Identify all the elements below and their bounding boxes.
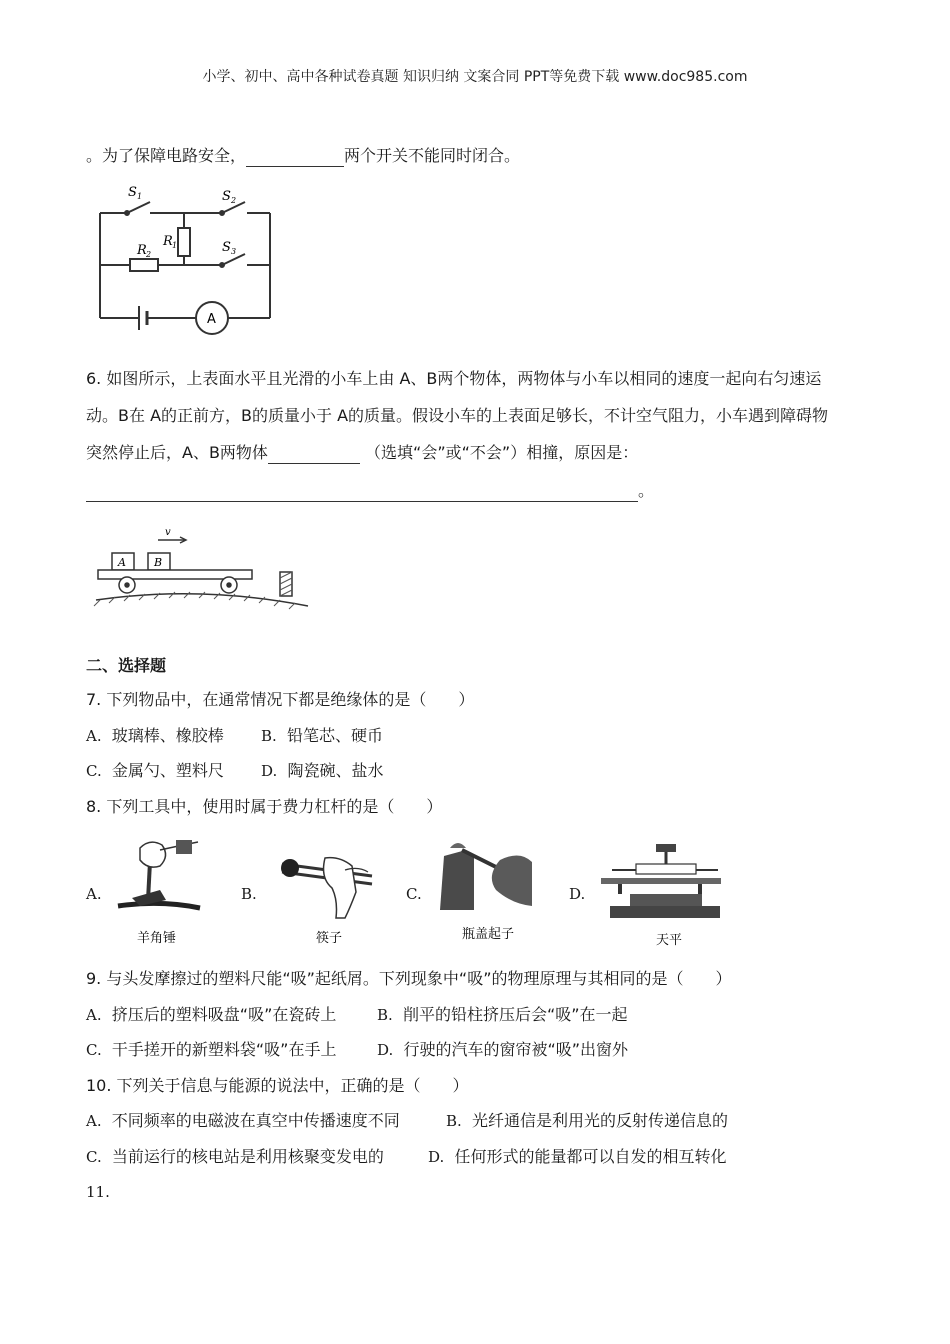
chopsticks-icon xyxy=(281,858,372,918)
q10-a-letter: A. xyxy=(86,1112,102,1130)
q9-b-letter: B. xyxy=(377,1006,393,1024)
q10-d-letter: D. xyxy=(428,1148,445,1166)
q7-c-letter: C. xyxy=(86,762,102,780)
ammeter-label: A xyxy=(207,312,216,327)
s2-label: S xyxy=(222,189,231,204)
q9-option-a[interactable] xyxy=(86,1004,336,1026)
q10-c-letter: C. xyxy=(86,1148,102,1166)
q10-stem: 10. 下列关于信息与能源的说法中，正确的是（ ） xyxy=(86,1076,469,1095)
velocity-label: v xyxy=(165,527,171,538)
block-b-label: B xyxy=(154,556,163,569)
q10-c-text: 当前运行的核电站是利用核聚变发电的 xyxy=(111,1147,384,1166)
q5-post: 两个开关不能同时闭合。 xyxy=(344,146,521,165)
r1-label: R xyxy=(163,234,173,249)
q6-line2: 动。B在 A的正前方，B的质量小于 A的质量。假设小车的上表面足够长，不计空气阻力，小车遇到障碍物 xyxy=(86,406,829,425)
q7-b-letter: B. xyxy=(261,727,277,745)
q9-option-c[interactable] xyxy=(86,1039,336,1061)
q9-d-text: 行驶的汽车的窗帘被“吸”出窗外 xyxy=(403,1040,629,1059)
s1-sub: 1 xyxy=(137,192,143,201)
q10-d-text: 任何形式的能量都可以自发的相互转化 xyxy=(454,1147,727,1166)
q8-a-letter[interactable]: A. xyxy=(86,885,102,903)
q6-line1: 6. 如图所示，上表面水平且光滑的小车上由 A、B两个物体，两物体与小车以相同的速度一起向右匀速运 xyxy=(86,369,822,388)
s1-label: S xyxy=(128,185,137,200)
q6-line4-end: 。 xyxy=(638,481,655,500)
q7-d-text: 陶瓷碗、盐水 xyxy=(287,761,384,780)
q7-stem: 7. 下列物品中，在通常情况下都是绝缘体的是（ ） xyxy=(86,690,475,709)
r2-label: R xyxy=(137,243,147,258)
s3-label: S xyxy=(222,240,231,255)
block-a-label: A xyxy=(118,556,126,569)
q8-c-caption: 瓶盖起子 xyxy=(462,927,515,942)
q6-line3-pre: 突然停止后，A、B两物体 xyxy=(86,443,268,462)
balance-scale-icon xyxy=(601,844,721,918)
section-title: 二、选择题 xyxy=(86,656,167,675)
q6-line3-post: （选填“会”或“不会”）相撞，原因是： xyxy=(365,443,639,462)
hammer-icon xyxy=(118,840,200,908)
q10-option-d[interactable] xyxy=(428,1146,726,1168)
s3-sub: 3 xyxy=(231,247,237,256)
q8-d-letter[interactable]: D. xyxy=(569,885,586,903)
q9-b-text: 削平的铅柱挤压后会“吸”在一起 xyxy=(402,1005,628,1024)
s2-sub: 2 xyxy=(231,196,237,205)
q8-b-caption: 筷子 xyxy=(316,931,343,946)
q9-stem: 9. 与头发摩擦过的塑料尺能“吸”起纸屑。下列现象中“吸”的物理原理与其相同的是（ ） xyxy=(86,969,732,988)
q8-c-letter[interactable]: C. xyxy=(406,885,422,903)
q8-b-letter[interactable]: B. xyxy=(241,885,257,903)
q10-option-b[interactable] xyxy=(446,1110,728,1132)
r1-sub: 1 xyxy=(172,241,178,250)
q7-b-text: 铅笔芯、硬币 xyxy=(286,726,383,745)
q9-c-letter: C. xyxy=(86,1041,102,1059)
q7-c-text: 金属勺、塑料尺 xyxy=(111,761,224,780)
q9-option-b[interactable] xyxy=(377,1004,628,1026)
q10-b-text: 光纤通信是利用光的反射传递信息的 xyxy=(471,1111,728,1130)
r2-sub: 2 xyxy=(146,250,152,259)
q8-a-caption: 羊角锤 xyxy=(137,931,177,946)
q8-d-caption: 天平 xyxy=(656,933,683,948)
page-header: 小学、初中、高中各种试卷真题 知识归纳 文案合同 PPT等免费下载 www.doc985.com xyxy=(202,69,748,85)
q5-pre: 。为了保障电路安全， xyxy=(86,146,247,165)
q7-a-letter: A. xyxy=(86,727,102,745)
q11-stem: 11. xyxy=(86,1183,110,1201)
q8-stem: 8. 下列工具中，使用时属于费力杠杆的是（ ） xyxy=(86,797,443,816)
q10-option-a[interactable] xyxy=(86,1110,400,1132)
q7-d-letter: D. xyxy=(261,762,278,780)
q9-option-d[interactable] xyxy=(377,1039,628,1061)
q7-a-text: 玻璃棒、橡胶棒 xyxy=(111,726,224,745)
q10-a-text: 不同频率的电磁波在真空中传播速度不同 xyxy=(111,1111,400,1130)
q9-c-text: 干手搓开的新塑料袋“吸”在手上 xyxy=(111,1040,337,1059)
q9-a-letter: A. xyxy=(86,1006,102,1024)
q10-option-c[interactable] xyxy=(86,1146,384,1168)
bottle-opener-icon xyxy=(440,843,532,910)
q10-b-letter: B. xyxy=(446,1112,462,1130)
q9-a-text: 挤压后的塑料吸盘“吸”在瓷砖上 xyxy=(111,1005,337,1024)
q9-d-letter: D. xyxy=(377,1041,394,1059)
